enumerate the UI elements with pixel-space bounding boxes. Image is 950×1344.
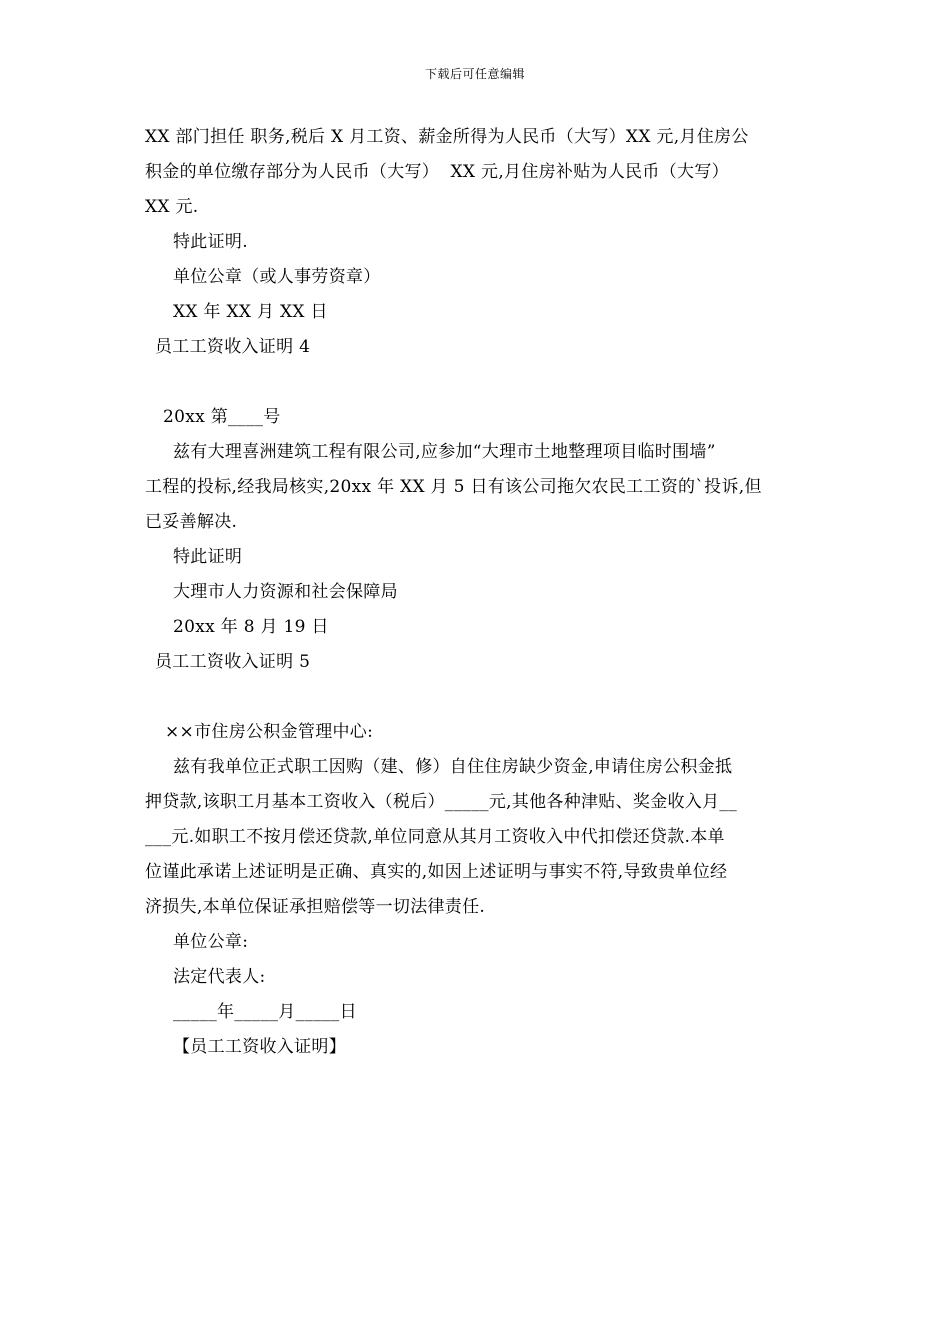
paragraph-line: 积金的单位缴存部分为人民币（大写） XX 元,月住房补贴为人民币（大写） (145, 162, 729, 182)
certification-text: 特此证明. (173, 232, 248, 252)
seal-line: 单位公章（或人事劳资章） (173, 267, 381, 287)
section-title: 员工工资收入证明 5 (155, 652, 311, 672)
document-body (145, 120, 815, 1065)
paragraph-line: XX 部门担任 职务,税后 X 月工资、薪金所得为人民币（大写）XX 元,月住房公 (145, 127, 749, 147)
date-line: XX 年 XX 月 XX 日 (173, 302, 328, 322)
footer-title: 【员工工资收入证明】 (173, 1037, 346, 1057)
section-title: 员工工资收入证明 4 (155, 337, 311, 357)
date-line: 20xx 年 8 月 19 日 (173, 617, 329, 637)
certification-text: 特此证明 (173, 547, 243, 567)
paragraph-line: 兹有大理喜洲建筑工程有限公司,应参加“大理市土地整理项目临时围墙” (173, 442, 716, 462)
paragraph-line: 兹有我单位正式职工因购（建、修）自住住房缺少资金,申请住房公积金抵 (173, 757, 733, 777)
organization-name: 大理市人力资源和社会保障局 (173, 582, 398, 602)
representative-line: 法定代表人: (173, 967, 266, 987)
seal-line: 单位公章: (173, 932, 249, 952)
date-line: _____年_____月_____日 (173, 1002, 357, 1022)
addressee-line: ××市住房公积金管理中心: (165, 722, 374, 742)
paragraph-line: 济损失,本单位保证承担赔偿等一切法律责任. (145, 897, 486, 917)
paragraph-line: ___元.如职工不按月偿还贷款,单位同意从其月工资收入中代扣偿还贷款.本单 (145, 827, 725, 847)
paragraph-line: 已妥善解决. (145, 512, 238, 532)
page-header: 下载后可任意编辑 (424, 67, 525, 81)
paragraph-line: 位谨此承诺上述证明是正确、真实的,如因上述证明与事实不符,导致贵单位经 (145, 862, 728, 882)
document-number: 20xx 第____号 (163, 407, 281, 427)
blank-line (145, 365, 815, 400)
paragraph-line: XX 元. (145, 197, 199, 217)
blank-line (145, 680, 815, 715)
paragraph-line: 工程的投标,经我局核实,20xx 年 XX 月 5 日有该公司拖欠农民工工资的`投诉,但 (145, 477, 762, 497)
paragraph-line: 押贷款,该职工月基本工资收入（税后）_____元,其他各种津贴、奖金收入月__ (145, 792, 738, 812)
